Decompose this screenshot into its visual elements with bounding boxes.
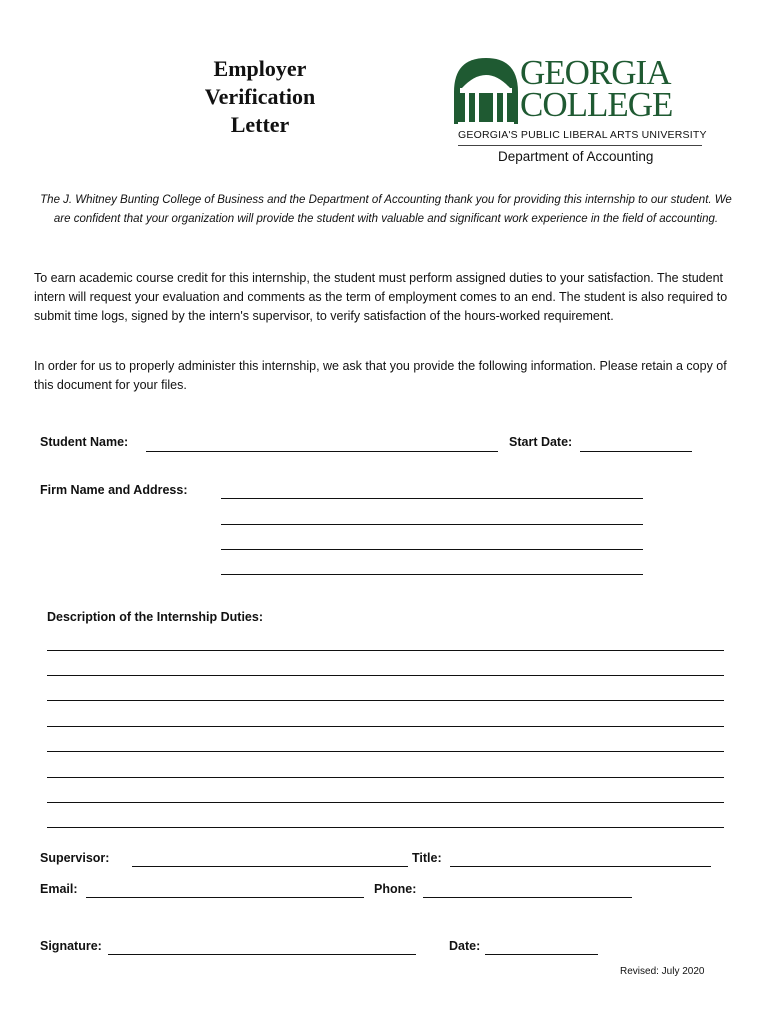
- description-line-3[interactable]: [47, 700, 724, 701]
- email-label: Email:: [40, 882, 78, 896]
- description-line-6[interactable]: [47, 777, 724, 778]
- intro-paragraph: The J. Whitney Bunting College of Business and the Department of Accounting thank you for providing this internship to our student. We are confident that your organization will provide the student with valuable and significant work experience in the field of accounting.: [40, 194, 732, 225]
- phone-label: Phone:: [374, 882, 417, 896]
- supervisor-field[interactable]: [132, 866, 408, 867]
- date-field[interactable]: [485, 954, 598, 955]
- firm-name-address-label: Firm Name and Address:: [40, 483, 188, 497]
- course-credit-paragraph: To earn academic course credit for this internship, the student must perform assigned duties to your satisfaction. The student intern will request your evaluation and comments as the term of employment comes to an end. The student is also required to submit time logs, signed by the intern's supervisor, to verify satisfaction of the hours-worked requirement.: [34, 271, 728, 323]
- title-line-1: Employer: [213, 56, 307, 81]
- description-line-2[interactable]: [47, 675, 724, 676]
- email-field[interactable]: [86, 897, 364, 898]
- logo-tagline: GEORGIA'S PUBLIC LIBERAL ARTS UNIVERSITY: [458, 129, 707, 141]
- logo-divider: [458, 145, 702, 146]
- logo-department: Department of Accounting: [498, 149, 654, 164]
- logo-name-line-1: GEORGIA: [520, 53, 671, 92]
- supervisor-label: Supervisor:: [40, 851, 110, 865]
- signature-field[interactable]: [108, 954, 416, 955]
- student-name-field[interactable]: [146, 451, 498, 452]
- logo-name-line-2: COLLEGE: [520, 85, 673, 124]
- description-line-1[interactable]: [47, 650, 724, 651]
- signature-label: Signature:: [40, 939, 102, 953]
- date-label: Date:: [449, 939, 481, 953]
- firm-address-field-1[interactable]: [221, 498, 643, 499]
- description-label: Description of the Internship Duties:: [47, 610, 263, 624]
- firm-address-field-4[interactable]: [221, 574, 643, 575]
- administration-paragraph: In order for us to properly administer this internship, we ask that you provide the following information. Please retain a copy of this document for your files.: [34, 359, 727, 392]
- description-line-5[interactable]: [47, 751, 724, 752]
- phone-field[interactable]: [423, 897, 632, 898]
- firm-address-field-2[interactable]: [221, 524, 643, 525]
- description-line-8[interactable]: [47, 827, 724, 828]
- description-line-4[interactable]: [47, 726, 724, 727]
- title-field[interactable]: [450, 866, 711, 867]
- start-date-label: Start Date:: [509, 435, 573, 449]
- student-name-label: Student Name:: [40, 435, 129, 449]
- rotunda-icon: [448, 52, 524, 126]
- georgia-college-logo: [448, 52, 708, 172]
- title-line-2: Verification: [204, 84, 316, 109]
- start-date-field[interactable]: [580, 451, 692, 452]
- firm-address-field-3[interactable]: [221, 549, 643, 550]
- description-line-7[interactable]: [47, 802, 724, 803]
- revision-note: Revised: July 2020: [620, 966, 705, 977]
- document-title: [175, 55, 345, 139]
- title-label: Title:: [412, 851, 442, 865]
- title-line-3: Letter: [230, 112, 290, 137]
